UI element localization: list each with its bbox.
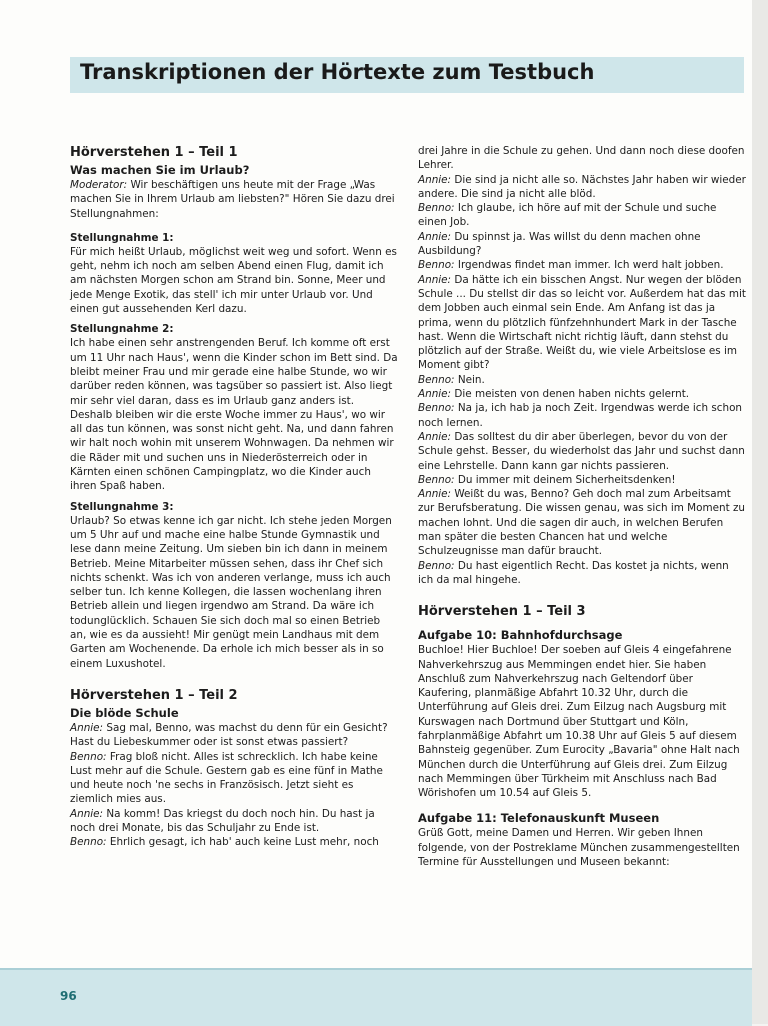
speaker-label: Annie: xyxy=(418,488,452,501)
dialogue-line xyxy=(418,401,746,430)
speaker-label: Benno: xyxy=(418,202,455,215)
dialogue-text: Nein. xyxy=(457,373,485,386)
speaker-label: Annie: xyxy=(418,230,452,243)
dialogue-line xyxy=(418,559,746,588)
page-edge xyxy=(752,0,768,1024)
page-number: 96 xyxy=(60,989,77,1003)
section-heading-teil-2: Hörverstehen 1 – Teil 2 xyxy=(70,687,238,703)
speaker-label: Benno: xyxy=(418,402,455,415)
speaker-label: Annie: xyxy=(418,273,452,286)
dialogue-line xyxy=(418,487,746,558)
dialogue-line xyxy=(70,835,398,849)
dialogue-continuation: drei Jahre in die Schule zu gehen. Und dann noch diese doofen Lehrer. xyxy=(418,145,745,172)
dialogue-line xyxy=(418,201,746,230)
dialogue-text: Die sind ja nicht alle so. Nächstes Jahr haben wir wieder andere. Die sind ja nicht alle blöd. xyxy=(418,173,746,200)
moderator-paragraph xyxy=(70,178,398,221)
task-11-heading: Aufgabe 11: Telefonauskunft Museen xyxy=(418,811,660,826)
statement-1-heading: Stellungnahme 1: xyxy=(70,231,174,244)
dialogue-text: Da hätte ich ein bisschen Angst. Nur wegen der blöden Schule ... Du stellst dir das so leicht vor. Außerdem hat das mit dem Jobben auch einmal sein Ende. Am Anfang ist das ja prima, wenn du plötzlich fünfzehnhundert Mark in der Tasche hast. Wenn die Wirtschaft nicht richtig läuft, dann stehst du plötzlich auf der Straße. Weißt du, wie viele Arbeitslose es im Moment gibt? xyxy=(418,273,746,372)
section-subheading-urlaub: Was machen Sie im Urlaub? xyxy=(70,163,250,177)
task-10-text: Buchloe! Hier Buchloe! Der soeben auf Gleis 4 eingefahrene Nahverkehrszug aus Memmingen endet hier. Sie haben Anschluß zum Nahverkehrszug nach Geltendorf über Kaufering, planmäßige Abfahrt 10.32 Uhr, durch die Unterführung auf Gleis drei. Zum Eilzug nach Augsburg mit Kurswagen nach Dortmund über Stuttgart und Köln, fahrplanmäßige Abfahrt um 10.38 Uhr auf Gleis 5 auf diesem Bahnsteig gegenüber. Zum Eurocity „Bavaria" ohne Halt nach München durch die Unterführung auf Gleis drei. Zum Eilzug nach Memmingen über Türkheim mit Anschluss nach Bad Wörishofen um 10.54 auf Gleis 5. xyxy=(418,644,740,800)
dialogue-text: Du spinnst ja. Was willst du denn machen ohne Ausbildung? xyxy=(418,230,701,258)
speaker-label: Benno: xyxy=(70,836,107,849)
dialogue-line xyxy=(418,273,746,373)
left-column xyxy=(70,144,398,850)
dialogue-text: Na ja, ich hab ja noch Zeit. Irgendwas werde ich schon noch lernen. xyxy=(418,402,743,429)
paragraph-text: Wir beschäftigen uns heute mit der Frage „Was machen Sie in Ihrem Urlaub am liebsten?" Hören Sie dazu drei Stellungnahmen: xyxy=(70,179,395,220)
dialogue-line xyxy=(418,173,746,202)
dialogue-text: Die meisten von denen haben nichts gelernt. xyxy=(454,388,690,401)
speaker-label: Annie: xyxy=(418,430,452,443)
dialogue-line xyxy=(70,807,398,836)
speaker-label: Annie: xyxy=(418,388,452,401)
dialogue-line xyxy=(418,230,746,259)
speaker-label: Benno: xyxy=(418,373,455,386)
dialogue-text: Du hast eigentlich Recht. Das kostet ja nichts, wenn ich da mal hingehe. xyxy=(418,559,729,586)
section-heading-teil-1: Hörverstehen 1 – Teil 1 xyxy=(70,145,238,160)
dialogue-line xyxy=(418,473,746,487)
dialogue-line xyxy=(418,373,746,387)
right-column xyxy=(418,144,746,869)
dialogue-text: Ehrlich gesagt, ich hab' auch keine Lust mehr, noch xyxy=(109,836,379,849)
statement-2-heading: Stellungnahme 2: xyxy=(70,323,174,336)
task-10-heading: Aufgabe 10: Bahnhofdurchsage xyxy=(418,628,623,643)
speaker-label: Benno: xyxy=(418,559,455,572)
dialogue-text: Irgendwas findet man immer. Ich werd halt jobben. xyxy=(457,259,724,272)
dialogue-line xyxy=(70,721,398,750)
statement-1-text: Für mich heißt Urlaub, möglichst weit weg und sofort. Wenn es geht, nehm ich noch am selben Abend einen Flug, damit ich am nächsten Morgen schon am Strand bin. Sonne, Meer und jede Menge Exotik, das stell' ich mir unter Urlaub vor. Und einen gut aussehenden Kerl dazu. xyxy=(70,245,397,316)
dialogue-line xyxy=(418,258,746,272)
dialogue-text: Ich glaube, ich höre auf mit der Schule und suche einen Job. xyxy=(418,202,717,229)
section-subheading-schule: Die blöde Schule xyxy=(70,705,179,720)
speaker-label: Annie: xyxy=(70,807,104,820)
footer-band xyxy=(0,968,752,1026)
statement-3-text: Urlaub? So etwas kenne ich gar nicht. Ich stehe jeden Morgen um 5 Uhr auf und mache eine halbe Stunde Gymnastik und lese dann meine Zeitung. Um sieben bin ich dann in meinem Betrieb. Meine Mitarbeiter müssen sehen, dass ihr Chef sich nichts schenkt. Was ich von anderen verlange, muss ich auch selber tun. Ich kenne Kollegen, die lassen wochenlang ihren Betrieb allein und liegen irgendwo am Strand. Da wäre ich todunglücklich. Schauen Sie sich doch mal so einen Betrieb an, wie es da aussieht! Mir genügt mein Landhaus mit dem Garten am Wochenende. Da erhole ich mich besser als in so einem Luxushotel. xyxy=(70,514,392,670)
speaker-label: Moderator: xyxy=(70,179,128,191)
statement-3-heading: Stellungnahme 3: xyxy=(70,500,174,513)
speaker-label: Annie: xyxy=(70,721,104,734)
dialogue-text: Das solltest du dir aber überlegen, bevor du von der Schule gehst. Besser, du wiederholst das Jahr und suchst dann eine Lehrstelle. Dann kann gar nichts passieren. xyxy=(418,430,745,472)
dialogue-text: Na komm! Das kriegst du doch noch hin. Du hast ja noch drei Monate, bis das Schuljahr zu Ende ist. xyxy=(70,807,375,834)
speaker-label: Benno: xyxy=(418,473,455,486)
speaker-label: Benno: xyxy=(418,259,455,272)
dialogue-text: Sag mal, Benno, was machst du denn für ein Gesicht? Hast du Liebeskummer oder ist sonst etwas passiert? xyxy=(70,721,388,749)
statement-2-text: Ich habe einen sehr anstrengenden Beruf. Ich komme oft erst um 11 Uhr nach Haus', wenn die Kinder schon im Bett sind. Da bleibt meiner Frau und mir gerade eine halbe Stunde, wo wir darüber reden können, was tagsüber so passiert ist. Also liegt mir sehr viel daran, dass es im Urlaub ganz anders ist. Deshalb bleiben wir die erste Woche immer zu Haus', wo wir all das tun können, was sonst nicht geht. Na, und dann fahren wir halt noch wohin mit unserem Wohnwagen. Da nehmen wir die Räder mit und suchen uns in Niederösterreich oder in Kärnten einen schönen Campingplatz, wo die Kinder auch ihren Spaß haben. xyxy=(70,337,398,493)
page-title: Transkriptionen der Hörtexte zum Testbuch xyxy=(80,60,595,84)
dialogue-text: Du immer mit deinem Sicherheitsdenken! xyxy=(457,473,676,486)
dialogue-text: Weißt du was, Benno? Geh doch mal zum Arbeitsamt zur Berufsberatung. Die wissen genau, was sich im Moment zu machen lohnt. Und die sagen dir auch, in welchen Berufen man später die besten Chancen hat und welche Schulzeugnisse man dafür braucht. xyxy=(418,488,745,558)
speaker-label: Benno: xyxy=(70,750,107,763)
dialogue-line xyxy=(418,430,746,473)
speaker-label: Annie: xyxy=(418,173,452,186)
section-heading-teil-3: Hörverstehen 1 – Teil 3 xyxy=(418,604,586,620)
dialogue-line xyxy=(418,387,746,401)
task-11-text: Grüß Gott, meine Damen und Herren. Wir geben Ihnen folgende, von der Postreklame München zusammengestellten Termine für Ausstellungen und Museen bekannt: xyxy=(418,827,740,869)
dialogue-text: Frag bloß nicht. Alles ist schrecklich. Ich habe keine Lust mehr auf die Schule. Gestern gab es eine fünf in Mathe und heute noch 'ne sechs in Französisch. Jetzt sieht es ziemlich mies aus. xyxy=(70,750,383,806)
dialogue-line xyxy=(70,750,398,807)
